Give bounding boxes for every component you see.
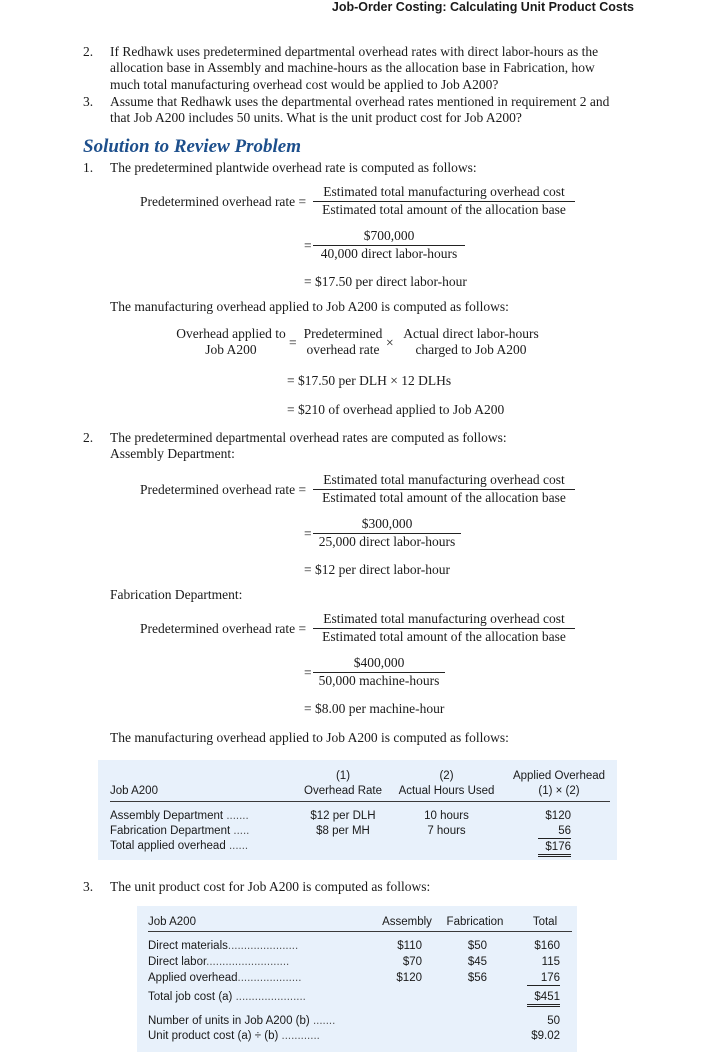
col-header-actual-hours: Actual Hours Used xyxy=(398,785,495,797)
solution-1-number: 1. xyxy=(83,160,94,175)
solution-2-intro: The predetermined departmental overhead rates are computed as follows: xyxy=(110,430,507,445)
question-3-text xyxy=(110,94,650,127)
fabrication-calc-fraction xyxy=(313,655,445,689)
solution-1-intro: The predetermined plantwide overhead rate is computed as follows: xyxy=(110,160,477,175)
leader-dots: ..... xyxy=(233,825,250,837)
fraction-numerator: Estimated total manufacturing overhead cost xyxy=(313,472,575,490)
table-row-label xyxy=(110,809,249,823)
leader-dots: .................... xyxy=(237,972,302,984)
labor-fabrication: $45 xyxy=(467,956,487,968)
text-line: much total manufacturing overhead cost would be applied to Job A200? xyxy=(110,76,499,92)
text-line: Predetermined xyxy=(303,326,383,341)
overhead-assembly: $120 xyxy=(396,972,422,984)
materials-assembly: $110 xyxy=(397,940,422,952)
assembly-label: Assembly Department: xyxy=(110,446,235,461)
solution-3-intro: The unit product cost for Job A200 is computed as follows: xyxy=(110,879,431,894)
solution-3-number: 3. xyxy=(83,879,94,894)
table-row-label xyxy=(148,1029,320,1043)
text-line: Assume that Redhawk uses the departmental overhead rates mentioned in requirement 2 and xyxy=(110,94,610,109)
fabrication-rate-result: = $8.00 per machine-hour xyxy=(304,701,445,716)
plantwide-calc-fraction xyxy=(313,228,465,262)
table-row-label xyxy=(110,824,249,838)
equals-sign: = xyxy=(289,335,297,350)
table-row-label xyxy=(148,971,301,985)
departmental-applied-intro: The manufacturing overhead applied to Job A200 is computed as follows: xyxy=(110,730,509,745)
leader-dots: ...................... xyxy=(227,940,299,952)
predetermined-rate-term xyxy=(298,326,388,358)
applied-overhead-table xyxy=(98,760,617,860)
labor-assembly: $70 xyxy=(402,956,422,968)
materials-fabrication: $50 xyxy=(467,940,487,952)
fraction-denominator: Estimated total amount of the allocation base xyxy=(322,629,566,644)
col-header-applied-overhead: Applied Overhead xyxy=(512,770,606,782)
text-line: Actual direct labor-hours xyxy=(403,326,539,341)
fraction-numerator: $400,000 xyxy=(313,655,445,673)
question-2-number: 2. xyxy=(83,44,94,59)
col-header-formula: (1) × (2) xyxy=(538,785,580,797)
fraction-numerator: Estimated total manufacturing overhead cost xyxy=(313,184,575,202)
table-row-label xyxy=(148,955,289,969)
row-label: Applied overhead xyxy=(148,972,238,984)
equals-sign: = xyxy=(304,238,312,253)
col-header-fabrication: Fabrication xyxy=(446,916,504,928)
question-3-number: 3. xyxy=(83,94,94,109)
rate-label: Predetermined overhead rate = xyxy=(140,482,307,497)
table-row-label xyxy=(148,990,306,1004)
text-line: that Job A200 includes 50 units. What is the unit product cost for Job A200? xyxy=(110,110,522,126)
assembly-rate-result: = $12 per direct labor-hour xyxy=(304,562,451,577)
fraction-denominator: 25,000 direct labor-hours xyxy=(318,534,456,549)
col-header-2-number: (2) xyxy=(439,770,454,782)
fraction-denominator: 40,000 direct labor-hours xyxy=(320,246,458,261)
col-header-1-number: (1) xyxy=(335,770,351,782)
times-sign: × xyxy=(386,335,394,350)
row-label: Total applied overhead xyxy=(110,840,226,852)
row-label: Total job cost (a) xyxy=(148,991,233,1003)
fabrication-rate: $8 per MH xyxy=(316,825,370,837)
labor-total: 115 xyxy=(541,956,560,968)
total-applied-overhead: $176 xyxy=(538,840,571,857)
leader-dots: .......................... xyxy=(206,956,290,968)
row-label: Assembly Department xyxy=(110,810,224,822)
solution-title: Solution to Review Problem xyxy=(83,136,301,157)
question-2-text xyxy=(110,44,650,93)
row-label: Fabrication Department xyxy=(110,825,231,837)
fabrication-label: Fabrication Department: xyxy=(110,587,243,602)
text-line: Overhead applied to xyxy=(176,326,286,341)
fraction-denominator: 50,000 machine-hours xyxy=(318,673,440,688)
unit-product-cost: $9.02 xyxy=(531,1030,560,1042)
row-label: Direct labor xyxy=(148,956,207,968)
header-rule xyxy=(148,931,572,932)
rate-label: Predetermined overhead rate = xyxy=(140,621,307,636)
units-in-job: 50 xyxy=(547,1015,560,1027)
overhead-fabrication: $56 xyxy=(467,972,487,984)
table-row-label xyxy=(148,939,298,953)
row-label: Number of units in Job A200 (b) xyxy=(148,1015,310,1027)
assembly-hours: 10 hours xyxy=(424,810,469,822)
row-label: Direct materials xyxy=(148,940,228,952)
plantwide-rate-result: = $17.50 per direct labor-hour xyxy=(304,274,467,289)
overhead-total: 176 xyxy=(527,971,560,986)
rate-formula-fraction xyxy=(313,184,575,218)
fabrication-applied: 56 xyxy=(538,824,571,839)
assembly-calc-fraction xyxy=(313,516,461,550)
col-header-total: Total xyxy=(532,916,558,928)
rate-formula-fraction xyxy=(313,472,575,506)
applied-step-1: = $17.50 per DLH × 12 DLHs xyxy=(287,373,452,388)
fraction-denominator: Estimated total amount of the allocation base xyxy=(322,202,566,217)
text-line: overhead rate xyxy=(306,342,380,357)
text-line: If Redhawk uses predetermined departmental overhead rates with direct labor-hours as the xyxy=(110,44,599,59)
overhead-applied-label xyxy=(172,326,290,358)
header-rule xyxy=(110,801,610,802)
col-header-job: Job A200 xyxy=(148,916,196,928)
equals-sign: = xyxy=(304,665,312,680)
text-line: allocation base in Assembly and machine-hours as the allocation base in Fabrication, how xyxy=(110,60,595,76)
fraction-numerator: Estimated total manufacturing overhead cost xyxy=(313,611,575,629)
leader-dots: ....... xyxy=(226,810,249,822)
fraction-numerator: $300,000 xyxy=(313,516,461,534)
row-label: Unit product cost (a) ÷ (b) xyxy=(148,1030,279,1042)
actual-hours-term xyxy=(396,326,546,358)
applied-step-2: = $210 of overhead applied to Job A200 xyxy=(287,402,505,417)
solution-2-number: 2. xyxy=(83,430,94,445)
unit-cost-table xyxy=(137,906,577,1052)
table-row-label xyxy=(148,1014,335,1028)
rate-formula-fraction xyxy=(313,611,575,645)
leader-dots: ...................... xyxy=(235,991,306,1003)
fraction-denominator: Estimated total amount of the allocation base xyxy=(322,490,566,505)
rate-label: Predetermined overhead rate = xyxy=(140,194,307,209)
leader-dots: ....... xyxy=(312,1015,336,1027)
assembly-applied: $120 xyxy=(545,810,571,822)
assembly-rate: $12 per DLH xyxy=(310,810,376,822)
col-header-assembly: Assembly xyxy=(382,916,432,928)
col-header-job: Job A200 xyxy=(110,785,158,797)
page-header: Job-Order Costing: Calculating Unit Product Costs xyxy=(331,0,634,14)
text-line: charged to Job A200 xyxy=(415,342,527,357)
applied-intro: The manufacturing overhead applied to Job A200 is computed as follows: xyxy=(110,299,509,314)
leader-dots: ............ xyxy=(281,1030,320,1042)
materials-total: $160 xyxy=(534,940,560,952)
total-job-cost: $451 xyxy=(527,990,560,1007)
table-row-label xyxy=(110,839,248,853)
fabrication-hours: 7 hours xyxy=(427,825,466,837)
leader-dots: ...... xyxy=(228,840,249,852)
equals-sign: = xyxy=(304,526,312,541)
fraction-numerator: $700,000 xyxy=(313,228,465,246)
text-line: Job A200 xyxy=(205,342,257,357)
col-header-overhead-rate: Overhead Rate xyxy=(304,785,382,797)
